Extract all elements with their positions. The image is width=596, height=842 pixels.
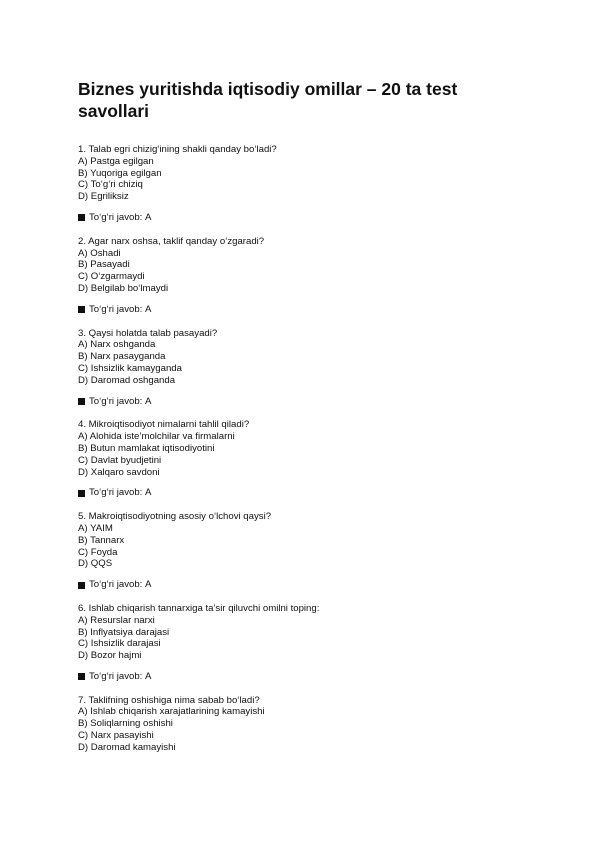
correct-answer (78, 487, 556, 499)
answer-option: C) O‘zgarmaydi (78, 271, 145, 283)
correct-answer (78, 304, 556, 316)
correct-answer-label: To‘g‘ri javob: (89, 395, 143, 407)
answer-option: D) Egriliksiz (78, 191, 129, 203)
square-bullet-icon (78, 398, 85, 405)
question-text: 1. Talab egri chizig‘ining shakli qanday bo‘ladi? (78, 144, 277, 155)
answer-option: C) Foyda (78, 546, 118, 558)
answer-option: A) Oshadi (78, 247, 121, 259)
correct-answer-value: A (145, 670, 152, 682)
question-block (78, 328, 556, 408)
correct-answer (78, 671, 556, 683)
answer-option: B) Narx pasayganda (78, 351, 166, 363)
answer-option: C) To‘g‘ri chiziq (78, 179, 143, 191)
answer-option: C) Narx pasayishi (78, 730, 154, 742)
question-text: 7. Taklifning oshishiga nima sabab bo‘ladi? (78, 694, 260, 706)
question-block (78, 603, 556, 683)
correct-answer-value: A (145, 579, 152, 591)
answer-option: B) Butun mamlakat iqtisodiyotini (78, 442, 215, 454)
answer-option: B) Soliqlarning oshishi (78, 718, 173, 730)
answer-option: A) Alohida iste’molchilar va firmalarni (78, 431, 235, 443)
correct-answer (78, 579, 556, 591)
square-bullet-icon (78, 214, 85, 221)
correct-answer (78, 212, 556, 224)
answer-option: A) Pastga egilgan (78, 155, 154, 167)
answer-option: A) YAIM (78, 522, 113, 534)
answer-option: B) Pasayadi (78, 259, 130, 271)
correct-answer-label: To‘g‘ri javob: (89, 211, 143, 223)
correct-answer-label: To‘g‘ri javob: (89, 579, 143, 591)
correct-answer-label: To‘g‘ri javob: (89, 670, 143, 682)
question-block (78, 695, 556, 754)
answer-option: B) Tannarx (78, 534, 125, 546)
square-bullet-icon (78, 673, 85, 680)
answer-option: D) QQS (78, 558, 113, 570)
question-text: 4. Mikroiqtisodiyot nimalarni tahlil qiladi? (78, 419, 250, 431)
correct-answer-value: A (145, 211, 152, 223)
answer-option: C) Ishsizlik kamayganda (78, 362, 182, 374)
answer-option: D) Daromad kamayishi (78, 741, 176, 753)
answer-option: C) Ishsizlik darajasi (78, 638, 161, 650)
answer-option: A) Narx oshganda (78, 339, 156, 351)
question-text: 2. Agar narx oshsa, taklif qanday o‘zgaradi? (78, 235, 265, 247)
answer-option: D) Daromad oshganda (78, 374, 176, 386)
question-block (78, 511, 556, 591)
correct-answer (78, 396, 556, 408)
question-block (78, 419, 556, 499)
answer-option: D) Xalqaro savdoni (78, 466, 160, 478)
square-bullet-icon (78, 306, 85, 313)
answer-option: B) Inflyatsiya darajasi (78, 626, 170, 638)
question-list (78, 144, 556, 754)
question-text: 3. Qaysi holatda talab pasayadi? (78, 327, 218, 339)
correct-answer-value: A (145, 303, 152, 315)
correct-answer-value: A (145, 487, 152, 499)
correct-answer-label: To‘g‘ri javob: (89, 487, 143, 499)
square-bullet-icon (78, 490, 85, 497)
answer-option: C) Davlat byudjetini (78, 454, 162, 466)
answer-option: A) Resurslar narxi (78, 614, 155, 626)
correct-answer-value: A (145, 395, 152, 407)
answer-option: D) Bozor hajmi (78, 650, 142, 662)
page-title: Biznes yuritishda iqtisodiy omillar – 20 ta test savollari (78, 79, 458, 121)
correct-answer-label: To‘g‘ri javob: (89, 303, 143, 315)
answer-option: B) Yuqoriga egilgan (78, 167, 162, 179)
answer-option: A) Ishlab chiqarish xarajatlarining kamayishi (78, 706, 265, 718)
question-block (78, 144, 556, 224)
question-text: 6. Ishlab chiqarish tannarxiga ta’sir qiluvchi omilni toping: (78, 602, 320, 614)
question-text: 5. Makroiqtisodiyotning asosiy o‘lchovi qaysi? (78, 511, 272, 523)
square-bullet-icon (78, 582, 85, 589)
answer-option: D) Belgilab bo‘lmaydi (78, 282, 169, 294)
question-block (78, 236, 556, 316)
